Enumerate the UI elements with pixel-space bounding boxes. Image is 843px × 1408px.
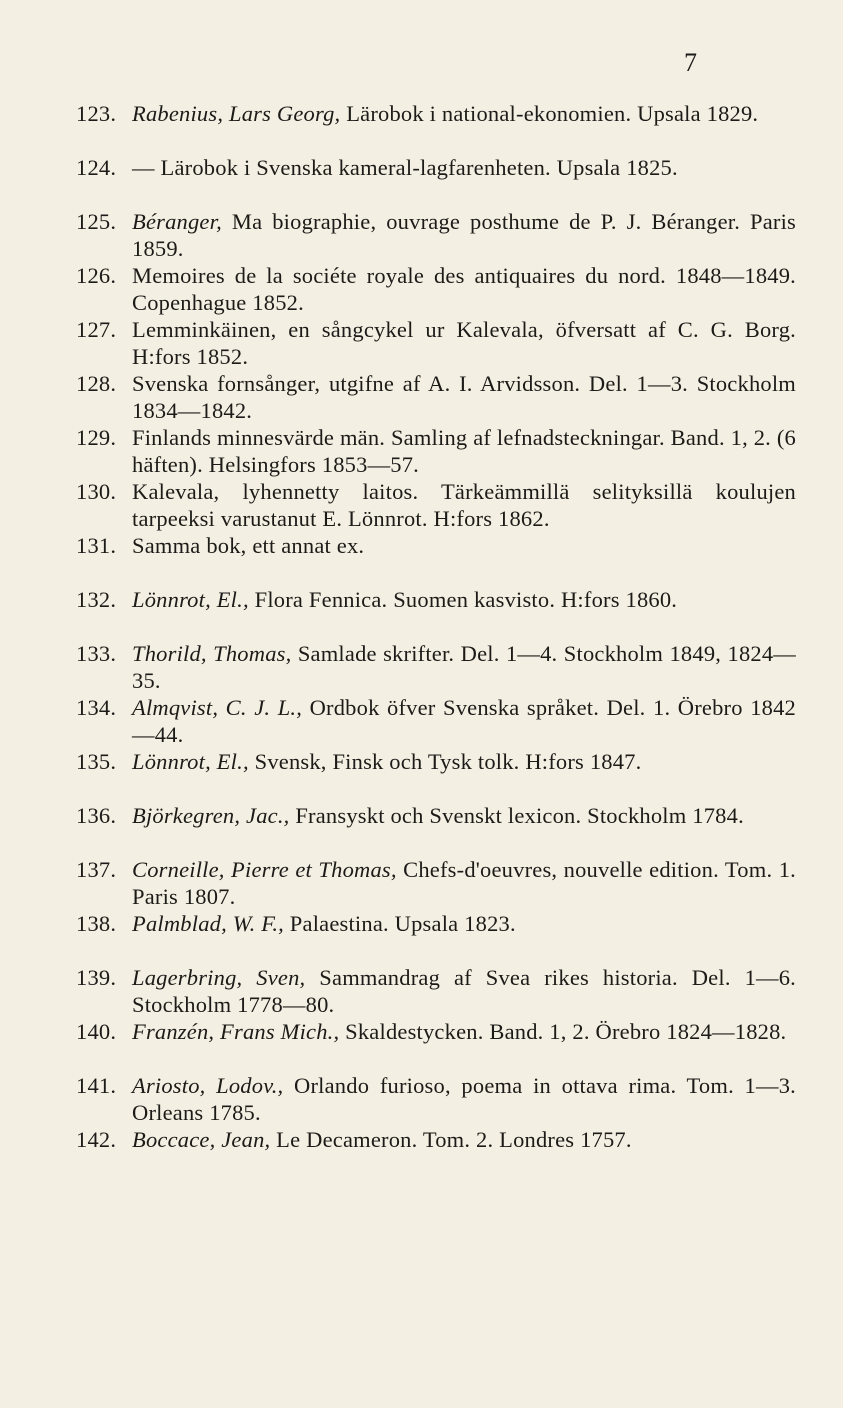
catalog-entry: [76, 262, 796, 316]
entry-number: 132.: [76, 587, 117, 612]
entry-text: [132, 316, 796, 370]
catalog-entry: [76, 1126, 796, 1180]
entry-text: [132, 1072, 796, 1126]
entry-description: Samma bok, ett annat ex.: [132, 533, 365, 558]
entry-number: 137.: [76, 857, 117, 882]
entry-number: 125.: [76, 209, 117, 234]
entry-author: Franzén, Frans Mich.,: [132, 1019, 340, 1044]
entry-number: 141.: [76, 1073, 117, 1098]
entry-description: Chefs-d'oeuvres, nouvelle edition. Tom. 1. Paris 1807.: [132, 857, 796, 909]
entry-description: Svenska fornsånger, utgifne af A. I. Arvidsson. Del. 1—3. Stockholm 1834—1842.: [132, 371, 796, 423]
catalog-entry: [76, 694, 796, 748]
entry-number: 136.: [76, 803, 117, 828]
catalog-entry: [76, 640, 796, 694]
page-number: 7: [684, 48, 697, 77]
entry-text: [132, 370, 796, 424]
entry-author: Almqvist, C. J. L.,: [132, 695, 303, 720]
entry-number: 124.: [76, 155, 117, 180]
entry-author: Björkegren, Jac.,: [132, 803, 290, 828]
entry-number: 134.: [76, 695, 117, 720]
entry-text: [132, 1126, 796, 1153]
entry-author: Ariosto, Lodov.,: [132, 1073, 284, 1098]
entry-number: 140.: [76, 1019, 117, 1044]
entry-description: Finlands minnesvärde män. Samling af lefnadsteckningar. Band. 1, 2. (6 häften). Helsingfors 1853—57.: [132, 425, 796, 477]
entry-number: 131.: [76, 533, 117, 558]
entry-description: Lemminkäinen, en sångcykel ur Kalevala, öfversatt af C. G. Borg. H:fors 1852.: [132, 317, 796, 369]
entry-text: [132, 964, 796, 1018]
entry-description: Svensk, Finsk och Tysk tolk. H:fors 1847.: [248, 749, 642, 774]
entry-number: 133.: [76, 641, 117, 666]
entry-author: Béranger,: [132, 209, 222, 234]
entry-text: [132, 208, 796, 262]
entry-description: Orlando furioso, poema in ottava rima. Tom. 1—3. Orleans 1785.: [132, 1073, 796, 1125]
entry-description: Memoires de la sociéte royale des antiquaires du nord. 1848—1849. Copenhague 1852.: [132, 263, 796, 315]
entry-description: — Lärobok i Svenska kameral-lagfarenheten. Upsala 1825.: [132, 155, 678, 180]
entry-author: Corneille, Pierre et Thomas,: [132, 857, 397, 882]
entry-text: [132, 802, 796, 829]
catalog-entry: [76, 100, 796, 154]
entry-description: Lärobok i national-ekonomien. Upsala 1829.: [340, 101, 759, 126]
catalog-entry: [76, 532, 796, 586]
entry-text: [132, 856, 796, 910]
entry-number: 130.: [76, 479, 117, 504]
entry-text: [132, 640, 796, 694]
catalog-entry: [76, 1018, 796, 1072]
entry-number: 129.: [76, 425, 117, 450]
entry-number: 127.: [76, 317, 117, 342]
entry-number: 135.: [76, 749, 117, 774]
catalog-entry: [76, 424, 796, 478]
entry-text: [132, 478, 796, 532]
entry-author: Lagerbring, Sven,: [132, 965, 306, 990]
entry-number: 128.: [76, 371, 117, 396]
entry-text: [132, 910, 796, 937]
entry-author: Lönnrot, El.,: [132, 587, 249, 612]
catalog-entry: [76, 1072, 796, 1126]
entry-description: Fransyskt och Svenskt lexicon. Stockholm 1784.: [289, 803, 744, 828]
catalog-entry: [76, 856, 796, 910]
entry-description: Ordbok öfver Svenska språket. Del. 1. Örebro 1842—44.: [132, 695, 796, 747]
entry-description: Flora Fennica. Suomen kasvisto. H:fors 1860.: [248, 587, 678, 612]
entry-author: Thorild, Thomas,: [132, 641, 292, 666]
entry-text: [132, 100, 796, 127]
entry-description: Kalevala, lyhennetty laitos. Tärkeämmillä selityksillä koulujen tarpeeksi varustanut E. Lönnrot. H:fors 1862.: [132, 479, 796, 531]
entry-text: [132, 532, 796, 559]
entry-author: Palmblad, W. F.,: [132, 911, 284, 936]
entry-text: [132, 694, 796, 748]
entry-text: [132, 154, 796, 181]
catalog-entry: [76, 802, 796, 856]
entry-description: Samlade skrifter. Del. 1—4. Stockholm 1849, 1824—35.: [132, 641, 796, 693]
catalog-entry: [76, 478, 796, 532]
entry-text: [132, 424, 796, 478]
catalog-entries: [76, 100, 796, 1180]
entry-text: [132, 1018, 796, 1045]
catalog-entry: [76, 586, 796, 640]
catalog-entry: [76, 964, 796, 1018]
entry-description: Le Decameron. Tom. 2. Londres 1757.: [270, 1127, 632, 1152]
entry-author: Boccace, Jean,: [132, 1127, 271, 1152]
catalog-entry: [76, 910, 796, 964]
entry-text: [132, 262, 796, 316]
entry-number: 123.: [76, 101, 117, 126]
entry-number: 126.: [76, 263, 117, 288]
catalog-entry: [76, 748, 796, 802]
entry-description: Skaldestycken. Band. 1, 2. Örebro 1824—1828.: [339, 1019, 787, 1044]
catalog-entry: [76, 154, 796, 208]
entry-text: [132, 586, 796, 613]
entry-number: 138.: [76, 911, 117, 936]
entry-author: Lönnrot, El.,: [132, 749, 249, 774]
catalog-entry: [76, 208, 796, 262]
entry-description: Ma biographie, ouvrage posthume de P. J. Béranger. Paris 1859.: [132, 209, 796, 261]
entry-text: [132, 748, 796, 775]
catalog-entry: [76, 316, 796, 370]
entry-description: Palaestina. Upsala 1823.: [283, 911, 516, 936]
entry-description: Sammandrag af Svea rikes historia. Del. 1—6. Stockholm 1778—80.: [132, 965, 796, 1017]
entry-number: 139.: [76, 965, 117, 990]
catalog-entry: [76, 370, 796, 424]
entry-number: 142.: [76, 1127, 117, 1152]
entry-author: Rabenius, Lars Georg,: [132, 101, 341, 126]
